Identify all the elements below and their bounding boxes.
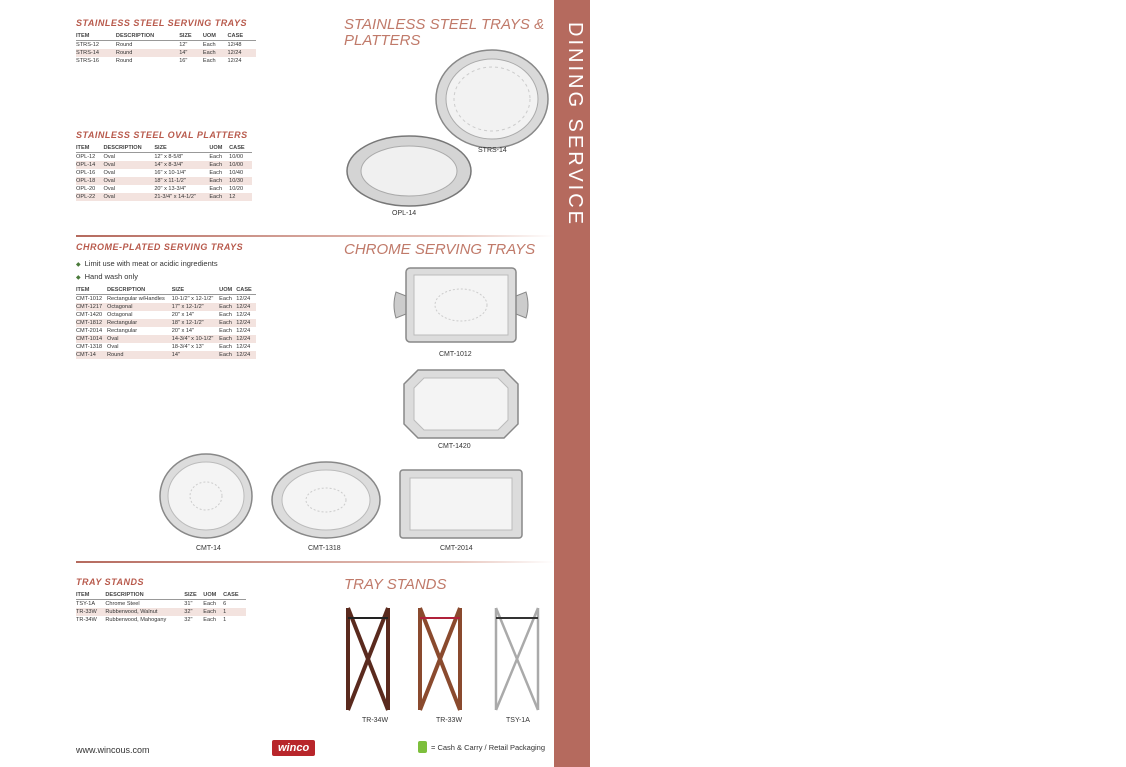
table-row: STRS-16 Round 16" Each 12/24 (76, 58, 242, 64)
bullet-item: ◆ Limit use with meat or acidic ingredients (76, 258, 218, 271)
caption-tr33w: TR-33W (436, 717, 463, 724)
chrome-trays-table (76, 287, 256, 359)
page-number: 97 (1114, 744, 1126, 756)
caption-tr34w: TR-34W (362, 717, 389, 724)
col-header: DESCRIPTION (103, 145, 154, 153)
tray-stands-table (76, 592, 246, 624)
brand-logo: winco (272, 740, 315, 756)
serving-trays-title: STAINLESS STEEL SERVING TRAYS (76, 18, 248, 28)
caption-cmt1420: CMT-1420 (438, 443, 471, 450)
footer-url[interactable]: www.wincous.com (76, 745, 150, 755)
chrome-big-title: CHROME SERVING TRAYS (344, 241, 536, 258)
table-row: CMT-2014 Rectangular 20" x 14" Each 12/24 (76, 328, 251, 334)
table-row: CMT-1812 Rectangular 18" x 12-1/2" Each 12/24 (76, 319, 256, 327)
table-row: OPL-16 Oval 16" x 10-1/4" Each 10/40 (76, 170, 244, 176)
chrome-round-tray-image (158, 452, 254, 540)
col-header: UOM (219, 287, 236, 295)
section-label: DINING SERVICE (564, 22, 586, 227)
col-header: DESCRIPTION (116, 33, 179, 41)
col-header: CASE (223, 592, 246, 600)
octagonal-tray-image (402, 368, 520, 440)
caption-tsy1a: TSY-1A (506, 717, 530, 724)
chrome-rect-tray-image (398, 468, 524, 540)
oval-platters-title: STAINLESS STEEL OVAL PLATTERS (76, 130, 248, 140)
table-row: CMT-1420 Octagonal 20" x 14" Each 12/24 (76, 312, 251, 318)
oval-platters-table (76, 145, 252, 201)
oval-platter-image (344, 133, 474, 209)
col-header: SIZE (179, 33, 203, 41)
table-row: OPL-12 Oval 12" x 8-5/8" Each 10/00 (76, 154, 244, 160)
col-header: SIZE (184, 592, 203, 600)
serving-trays-table (76, 33, 256, 65)
caption-strs14: STRS-14 (478, 147, 507, 154)
col-header: SIZE (154, 145, 209, 153)
col-header: ITEM (76, 592, 105, 600)
caption-cmt1012: CMT-1012 (439, 351, 472, 358)
stands-big-title: TRAY STANDS (344, 576, 447, 593)
caption-opl14: OPL-14 (392, 210, 417, 217)
side-tab (554, 0, 1126, 767)
cash-carry-legend (418, 741, 545, 753)
shopping-bag-icon (418, 741, 427, 753)
col-header: UOM (203, 33, 228, 41)
stainless-title-line2: PLATTERS (344, 32, 421, 49)
caption-cmt14: CMT-14 (196, 545, 221, 552)
table-row: CMT-14 Round 14" Each 12/24 (76, 351, 256, 359)
table-row: CMT-1012 Rectangular w/Handles 10-1/2" x 12-1/2" Each 12/24 (76, 296, 251, 302)
chrome-oval-tray-image (270, 460, 382, 540)
table-row: OPL-14 Oval 14" x 8-3/4" Each 10/00 (76, 161, 252, 169)
table-row: STRS-14 Round 14" Each 12/24 (76, 49, 256, 57)
col-header: SIZE (172, 287, 219, 295)
col-header: CASE (236, 287, 256, 295)
table-row: TR-34W Rubberwood, Mahogany 32" Each 1 (76, 617, 227, 623)
col-header: DESCRIPTION (107, 287, 172, 295)
col-header: UOM (209, 145, 229, 153)
chrome-bullets (76, 258, 218, 284)
table-row: OPL-22 Oval 21-3/4" x 14-1/2" Each 12 (76, 193, 252, 201)
bullet-item: ◆ Hand wash only (76, 271, 218, 284)
table-row: TR-33W Rubberwood, Walnut 32" Each 1 (76, 608, 246, 616)
table-row: CMT-1318 Oval 18-3/4" x 13" Each 12/24 (76, 344, 251, 350)
rect-handle-tray-image (392, 262, 530, 348)
table-row: OPL-20 Oval 20" x 13-3/4" Each 10/20 (76, 186, 244, 192)
table-row: TSY-1A Chrome Steel 31" Each 6 (76, 601, 227, 607)
col-header: CASE (229, 145, 252, 153)
col-header: UOM (203, 592, 223, 600)
section-divider (76, 235, 554, 237)
col-header: ITEM (76, 33, 116, 41)
legend-text: = Cash & Carry / Retail Packaging (431, 742, 546, 752)
table-row: CMT-1014 Oval 14-3/4" x 10-1/2" Each 12/24 (76, 335, 256, 343)
chrome-trays-title: CHROME-PLATED SERVING TRAYS (76, 242, 244, 252)
col-header: DESCRIPTION (105, 592, 184, 600)
table-row: OPL-18 Oval 18" x 11-1/2" Each 10/30 (76, 177, 252, 185)
caption-cmt2014: CMT-2014 (440, 545, 473, 552)
tray-stands-title: TRAY STANDS (76, 577, 145, 587)
col-header: CASE (228, 33, 256, 41)
stainless-title-line1: STAINLESS STEEL TRAYS & (344, 16, 545, 33)
tray-stands-image (338, 604, 550, 716)
col-header: ITEM (76, 287, 107, 295)
table-row: CMT-1217 Octagonal 17" x 12-1/2" Each 12/24 (76, 303, 256, 311)
section-divider (76, 561, 554, 563)
table-row: STRS-12 Round 12" Each 12/48 (76, 42, 242, 48)
caption-cmt1318: CMT-1318 (308, 545, 341, 552)
col-header: ITEM (76, 145, 103, 153)
